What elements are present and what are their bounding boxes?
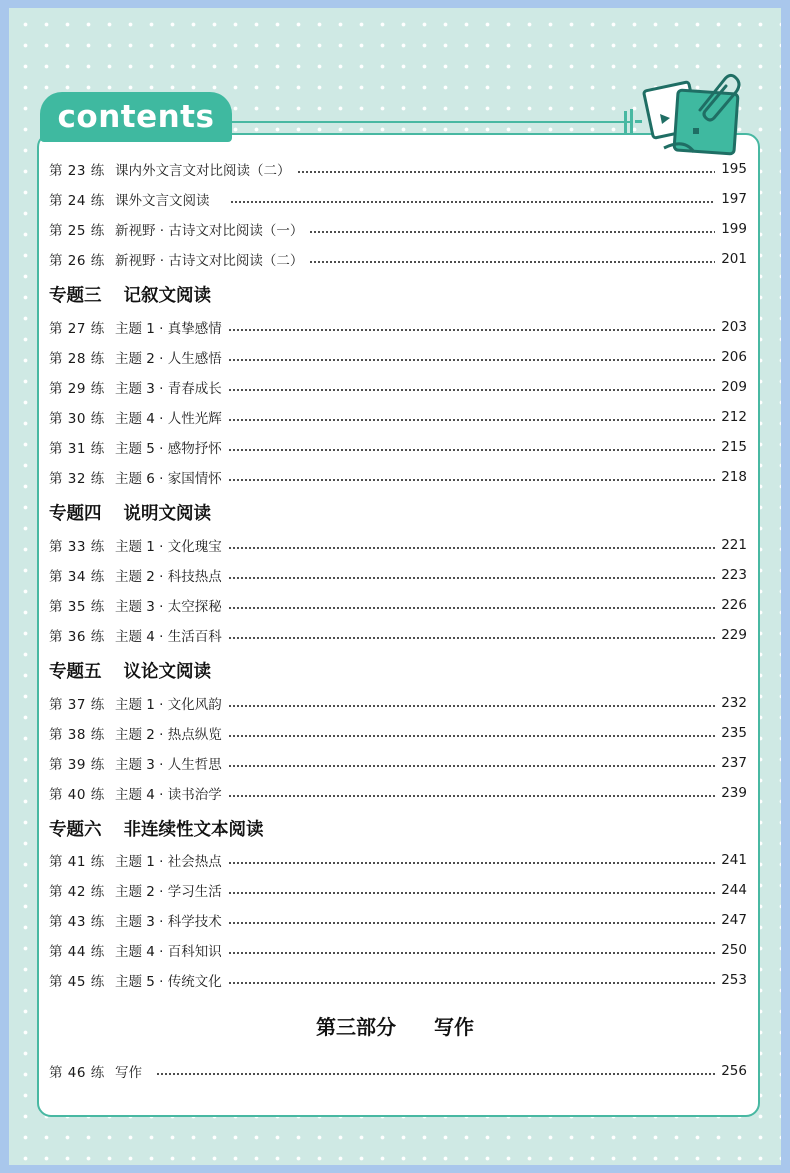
entry-page: 256 <box>721 1063 747 1079</box>
entry-number: 第 23 练 <box>49 163 105 179</box>
entry-page: 218 <box>721 469 747 485</box>
entry-title: 主题 1 · 文化瑰宝 <box>115 539 222 555</box>
entry-title: 新视野 · 古诗文对比阅读（一） <box>115 223 304 239</box>
dot-leader <box>228 449 715 451</box>
entry-number: 第 33 练 <box>49 539 105 555</box>
entry-page: 221 <box>721 537 747 553</box>
part-heading <box>0 1011 790 1041</box>
toc-entry[interactable] <box>49 1059 747 1083</box>
dot-leader <box>228 705 715 707</box>
plug-icon <box>622 109 642 135</box>
dot-leader <box>309 261 715 263</box>
section-name: 非连续性文本阅读 <box>123 819 264 840</box>
entry-title: 主题 3 · 青春成长 <box>115 381 222 397</box>
section-heading <box>49 814 264 842</box>
entry-number: 第 34 练 <box>49 569 105 585</box>
entry-number: 第 38 练 <box>49 727 105 743</box>
section-name: 说明文阅读 <box>123 503 211 524</box>
entry-number: 第 44 练 <box>49 944 105 960</box>
toc-entry[interactable] <box>49 968 747 992</box>
part-name: 写作 <box>433 1015 474 1039</box>
dot-leader <box>309 231 715 233</box>
section-label: 专题三 <box>49 285 102 306</box>
header-rule <box>232 121 632 123</box>
dot-leader <box>228 479 715 481</box>
entry-title: 主题 2 · 科技热点 <box>115 569 222 585</box>
entry-number: 第 42 练 <box>49 884 105 900</box>
entry-number: 第 45 练 <box>49 974 105 990</box>
entry-page: 229 <box>721 627 747 643</box>
toc-entry[interactable] <box>49 345 747 369</box>
entry-title: 主题 3 · 太空探秘 <box>115 599 222 615</box>
dot-leader <box>156 1073 715 1075</box>
entry-number: 第 32 练 <box>49 471 105 487</box>
entry-number: 第 25 练 <box>49 223 105 239</box>
section-label: 专题五 <box>49 661 102 682</box>
entry-page: 241 <box>721 852 747 868</box>
toc-entry[interactable] <box>49 691 747 715</box>
toc-entry[interactable] <box>49 405 747 429</box>
toc-entry[interactable] <box>49 563 747 587</box>
entry-title: 主题 1 · 社会热点 <box>115 854 222 870</box>
toc-entry[interactable] <box>49 157 747 181</box>
entry-number: 第 26 练 <box>49 253 105 269</box>
toc-entry[interactable] <box>49 938 747 962</box>
entry-page: 195 <box>721 161 747 177</box>
dot-leader <box>297 171 716 173</box>
section-label: 专题四 <box>49 503 102 524</box>
entry-page: 253 <box>721 972 747 988</box>
dot-leader <box>228 359 715 361</box>
part-label: 第三部分 <box>316 1015 397 1039</box>
entry-title: 主题 5 · 传统文化 <box>115 974 222 990</box>
entry-number: 第 31 练 <box>49 441 105 457</box>
entry-number: 第 40 练 <box>49 787 105 803</box>
toc-entry[interactable] <box>49 721 747 745</box>
toc-entry[interactable] <box>49 848 747 872</box>
entry-page: 237 <box>721 755 747 771</box>
entry-number: 第 29 练 <box>49 381 105 397</box>
contents-tab: contents <box>40 92 232 142</box>
entry-number: 第 46 练 <box>49 1065 105 1081</box>
entry-title: 主题 6 · 家国情怀 <box>115 471 222 487</box>
toc-entry[interactable] <box>49 435 747 459</box>
entry-title: 主题 4 · 读书治学 <box>115 787 222 803</box>
section-label: 专题六 <box>49 819 102 840</box>
entry-number: 第 36 练 <box>49 629 105 645</box>
dot-leader <box>228 329 715 331</box>
dot-leader <box>228 982 715 984</box>
section-heading <box>49 498 211 526</box>
entry-title: 主题 1 · 文化风韵 <box>115 697 222 713</box>
entry-page: 212 <box>721 409 747 425</box>
entry-number: 第 43 练 <box>49 914 105 930</box>
entry-page: 226 <box>721 597 747 613</box>
entry-page: 239 <box>721 785 747 801</box>
toc-entry[interactable] <box>49 533 747 557</box>
entry-page: 235 <box>721 725 747 741</box>
dot-leader <box>228 607 715 609</box>
dot-leader <box>228 577 715 579</box>
toc-entry[interactable] <box>49 751 747 775</box>
toc-entry[interactable] <box>49 908 747 932</box>
entry-title: 主题 2 · 学习生活 <box>115 884 222 900</box>
entry-title: 课内外文言文对比阅读（二） <box>115 163 291 179</box>
entry-page: 244 <box>721 882 747 898</box>
section-heading <box>49 656 211 684</box>
section-heading <box>49 280 211 308</box>
entry-page: 199 <box>721 221 747 237</box>
entry-page: 247 <box>721 912 747 928</box>
toc-entry[interactable] <box>49 593 747 617</box>
entry-title: 课外文言文阅读 <box>115 193 210 209</box>
entry-page: 223 <box>721 567 747 583</box>
toc-entry[interactable] <box>49 187 747 211</box>
entry-title: 主题 2 · 人生感悟 <box>115 351 222 367</box>
dot-leader <box>228 547 715 549</box>
toc-entry[interactable] <box>49 375 747 399</box>
toc-entry[interactable] <box>49 315 747 339</box>
entry-page: 197 <box>721 191 747 207</box>
entry-number: 第 37 练 <box>49 697 105 713</box>
entry-page: 201 <box>721 251 747 267</box>
section-name: 议论文阅读 <box>123 661 211 682</box>
entry-number: 第 27 练 <box>49 321 105 337</box>
dot-leader <box>228 892 715 894</box>
entry-page: 232 <box>721 695 747 711</box>
entry-page: 203 <box>721 319 747 335</box>
entry-title: 主题 3 · 科学技术 <box>115 914 222 930</box>
entry-title: 主题 4 · 百科知识 <box>115 944 222 960</box>
toc-entry[interactable] <box>49 217 747 241</box>
dot-leader <box>228 795 715 797</box>
entry-number: 第 41 练 <box>49 854 105 870</box>
toc-entry[interactable] <box>49 623 747 647</box>
dot-leader <box>228 765 715 767</box>
dot-leader <box>228 637 715 639</box>
entry-title: 主题 4 · 生活百科 <box>115 629 222 645</box>
dot-leader <box>228 389 715 391</box>
entry-page: 206 <box>721 349 747 365</box>
toc-entry[interactable] <box>49 878 747 902</box>
toc-entry[interactable] <box>49 781 747 805</box>
section-name: 记叙文阅读 <box>123 285 211 306</box>
entry-number: 第 39 练 <box>49 757 105 773</box>
dot-leader <box>228 922 715 924</box>
dot-leader <box>228 952 715 954</box>
entry-title: 新视野 · 古诗文对比阅读（二） <box>115 253 304 269</box>
entry-number: 第 30 练 <box>49 411 105 427</box>
dot-leader <box>228 862 715 864</box>
paper-clip-icon <box>640 70 746 166</box>
entry-title: 主题 2 · 热点纵览 <box>115 727 222 743</box>
entry-title: 主题 3 · 人生哲思 <box>115 757 222 773</box>
entry-title: 写作 <box>115 1065 142 1081</box>
toc-entry[interactable] <box>49 465 747 489</box>
dot-leader <box>230 201 716 203</box>
entry-title: 主题 1 · 真挚感情 <box>115 321 222 337</box>
entry-title: 主题 5 · 感物抒怀 <box>115 441 222 457</box>
dot-leader <box>228 419 715 421</box>
entry-page: 250 <box>721 942 747 958</box>
entry-page: 215 <box>721 439 747 455</box>
entry-number: 第 35 练 <box>49 599 105 615</box>
toc-entry[interactable] <box>49 247 747 271</box>
entry-page: 209 <box>721 379 747 395</box>
dot-leader <box>228 735 715 737</box>
entry-number: 第 28 练 <box>49 351 105 367</box>
entry-number: 第 24 练 <box>49 193 105 209</box>
entry-title: 主题 4 · 人性光辉 <box>115 411 222 427</box>
